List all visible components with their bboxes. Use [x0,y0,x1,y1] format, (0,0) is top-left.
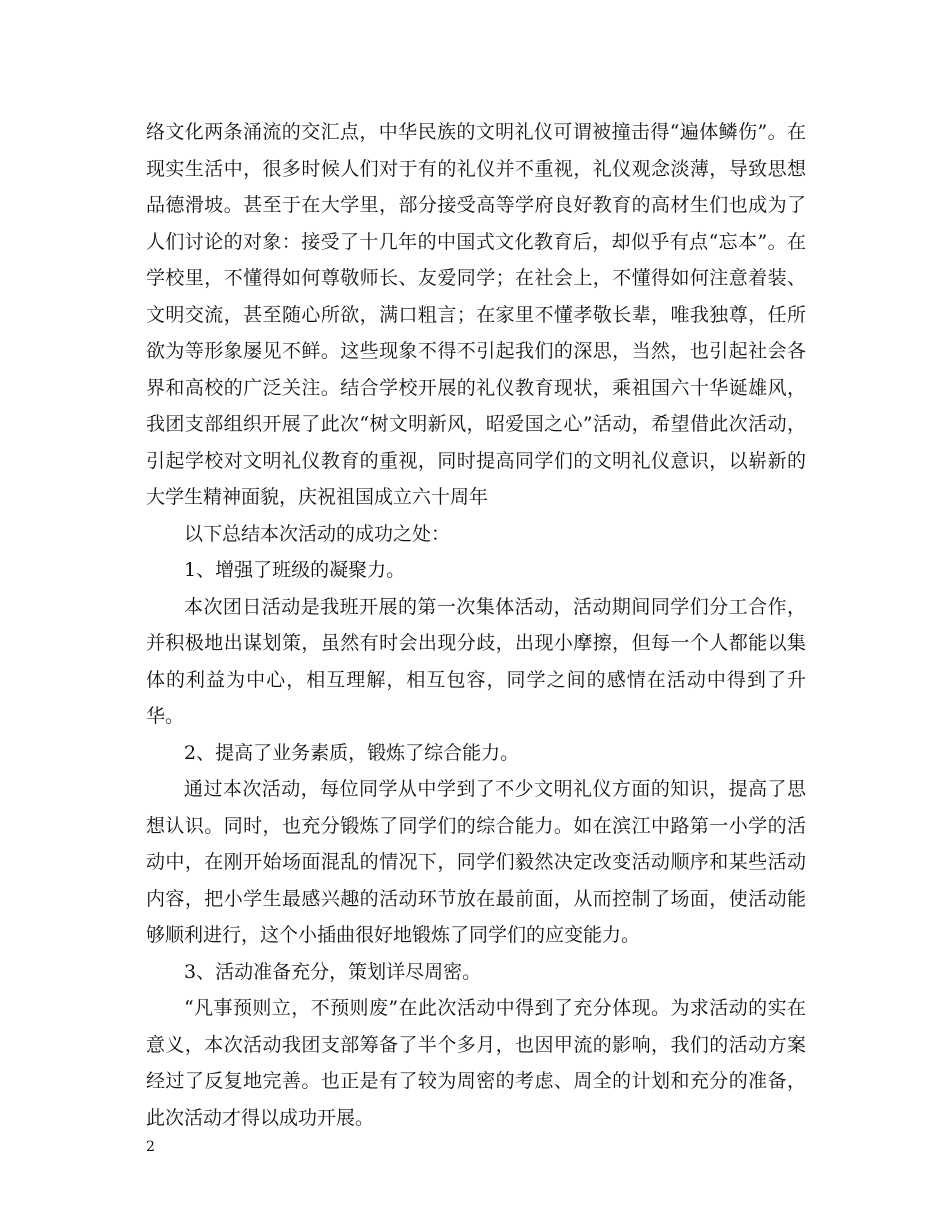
page-number: 2 [146,1139,155,1155]
paragraph-summary-lead: 以下总结本次活动的成功之处： [184,522,451,545]
document-body [146,114,806,1136]
heading-point-1: 1、增强了班级的凝聚力。 [184,559,406,581]
paragraph-continued-intro: 络文化两条涌流的交汇点，中华民族的文明礼仪可谓被撞击得“遍体鳞伤”。在现实生活中，很多时候人们对于有的礼仪并不重视，礼仪观念淡薄，导致思想品德滑坡。甚至于在大学里，部分接受高等学府良好教育的高材生们也成为了人们讨论的对象：接受了十几年的中国式文化教育后，却似乎有点“忘本”。在学校里，不懂得如何尊敬师长、友爱同学；在社会上，不懂得如何注意着装、文明交流，甚至随心所欲，满口粗言；在家里不懂孝敬长辈，唯我独尊，任所欲为等形象屡见不鲜。这些现象不得不引起我们的深思，当然，也引起社会各界和高校的广泛关注。结合学校开展的礼仪教育现状，乘祖国六十华诞雄风，我团支部组织开展了此次“树文明新风，昭爱国之心”活动，希望借此次活动，引起学校对文明礼仪教育的重视，同时提高同学们的文明礼仪意识，以崭新的大学生精神面貌，庆祝祖国成立六十周年 [146,121,806,508]
heading-point-2: 2、提高了业务素质，锻炼了综合能力。 [184,741,520,764]
paragraph-point-3: “凡事预则立，不预则废”在此次活动中得到了充分体现。为求活动的实在意义，本次活动我团支部筹备了半个多月，也因甲流的影响，我们的活动方案经过了反复地完善。也正是有了较为周密的考虑、周全的计划和充分的准备，此次活动才得以成功开展。 [146,997,806,1129]
paragraph-point-1: 本次团日活动是我班开展的第一次集体活动，活动期间同学们分工合作，并积极地出谋划策，虽然有时会出现分歧，出现小摩擦，但每一个人都能以集体的利益为中心，相互理解，相互包容，同学之间的感情在活动中得到了升华。 [146,595,806,727]
paragraph-point-2: 通过本次活动，每位同学从中学到了不少文明礼仪方面的知识，提高了思想认识。同时，也充分锻炼了同学们的综合能力。如在滨江中路第一小学的活动中，在刚开始场面混乱的情况下，同学们毅然决定改变活动顺序和某些活动内容，把小学生最感兴趣的活动环节放在最前面，从而控制了场面，使活动能够顺利进行，这个小插曲很好地锻炼了同学们的应变能力。 [146,778,806,946]
heading-point-3: 3、活动准备充分，策划详尽周密。 [184,960,482,983]
